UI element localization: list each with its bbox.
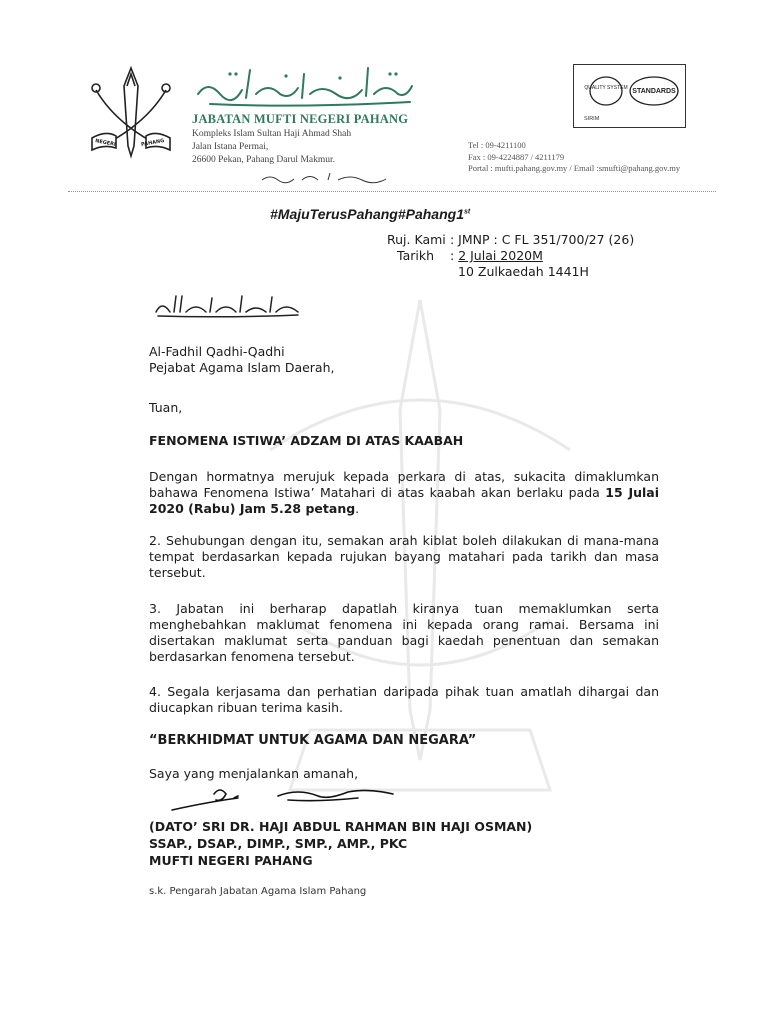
hashtag-text: #MajuTerusPahang#Pahang1 <box>270 206 464 222</box>
handwritten-signature <box>168 780 398 820</box>
portal-email: Portal : mufti.pahang.gov.my / Email :smufti@pahang.gov.my <box>468 163 681 173</box>
paragraph-3: 3. Jabatan ini berharap dapatlah kiranya tuan memaklumkan serta menghebahkan maklumat fenomena ini kepada orang ramai. Bersama ini disertakan maklumat serta panduan bagi kaedah penentuan dan semakan berdasarkan fenomena tersebut. <box>149 601 659 664</box>
arabic-calligraphy-heading <box>190 60 420 110</box>
fax-number: Fax : 09-4224887 / 4211179 <box>468 151 565 162</box>
recipient-line: Al-Fadhil Qadhi-Qadhi <box>149 344 285 359</box>
signer-position: MUFTI NEGERI PAHANG <box>149 853 313 868</box>
salam-calligraphy <box>152 292 302 318</box>
hijri-date: 10 Zulkaedah 1441H <box>458 264 589 279</box>
paragraph-2: 2. Sehubungan dengan itu, semakan arah kiblat boleh dilakukan di mana-mana tempat berdasarkan kepada rujukan bayang matahari pada tarikh dan masa tersebut. <box>149 533 659 580</box>
signer-block <box>149 818 532 869</box>
tarikh-value: 2 Julai 2020M <box>458 248 543 263</box>
pahang-crest-logo <box>86 64 176 174</box>
signer-titles: SSAP., DSAP., DIMP., SMP., AMP., PKC <box>149 836 408 851</box>
tarikh-label: Tarikh <box>397 248 434 263</box>
slogan: “BERKHIDMAT UNTUK AGAMA DAN NEGARA” <box>149 733 477 748</box>
carbon-copy-line: s.k. Pengarah Jabatan Agama Islam Pahang <box>149 886 367 897</box>
hashtag-slogan <box>270 206 470 222</box>
recipient-block <box>149 344 659 376</box>
quality-system-label: QUALITY SYSTEM <box>584 85 628 91</box>
closing-line: Saya yang menjalankan amanah, <box>149 766 359 781</box>
arabic-motto <box>258 170 398 184</box>
ruj-label: Ruj. Kami <box>387 232 446 247</box>
reference-block: Ruj. Kami : JMNP : C FL 351/700/27 (26) Tarikh : 2 Julai 2020M 10 Zulkaedah 1441H <box>387 232 635 279</box>
address-line: Kompleks Islam Sultan Haji Ahmad Shah <box>192 129 352 139</box>
paragraph-1 <box>149 469 659 517</box>
letterhead-divider <box>68 191 716 192</box>
recipient-line: Pejabat Agama Islam Daerah, <box>149 360 335 375</box>
org-address <box>192 128 351 167</box>
crest-label-right: PAHANG <box>140 138 165 148</box>
paragraph-1-date: 15 Julai 2020 (Rabu) Jam 5.28 petang <box>149 485 659 516</box>
address-line: Jalan Istana Permai, <box>192 142 269 152</box>
sirim-label: SIRIM <box>584 116 600 122</box>
address-line: 26600 Pekan, Pahang Darul Makmur. <box>192 155 336 165</box>
subject-heading: FENOMENA ISTIWA’ ADZAM DI ATAS KAABAH <box>149 433 464 448</box>
tel-number: Tel : 09-4211100 <box>468 140 526 150</box>
paragraph-1-end: . <box>355 501 360 516</box>
salutation: Tuan, <box>149 400 183 415</box>
paragraph-4: 4. Segala kerjasama dan perhatian daripada pihak tuan amatlah dihargai dan diucapkan ribuan terima kasih. <box>149 684 659 715</box>
hashtag-sup: st <box>463 208 471 216</box>
standards-label: STANDARDS <box>632 88 676 95</box>
crest-label-left: NEGERI <box>94 138 117 148</box>
contact-info <box>468 140 680 175</box>
paragraph-1-text: Dengan hormatnya merujuk kepada perkara di atas, sukacita dimaklumkan bahawa Fenomena Istiwa’ Matahari di atas kaabah akan berlaku pada <box>149 469 659 500</box>
org-name: JABATAN MUFTI NEGERI PAHANG <box>192 112 409 126</box>
ruj-value: : JMNP : C FL 351/700/27 (26) <box>450 232 635 247</box>
signer-name: (DATO’ SRI DR. HAJI ABDUL RAHMAN BIN HAJI OSMAN) <box>149 819 533 834</box>
